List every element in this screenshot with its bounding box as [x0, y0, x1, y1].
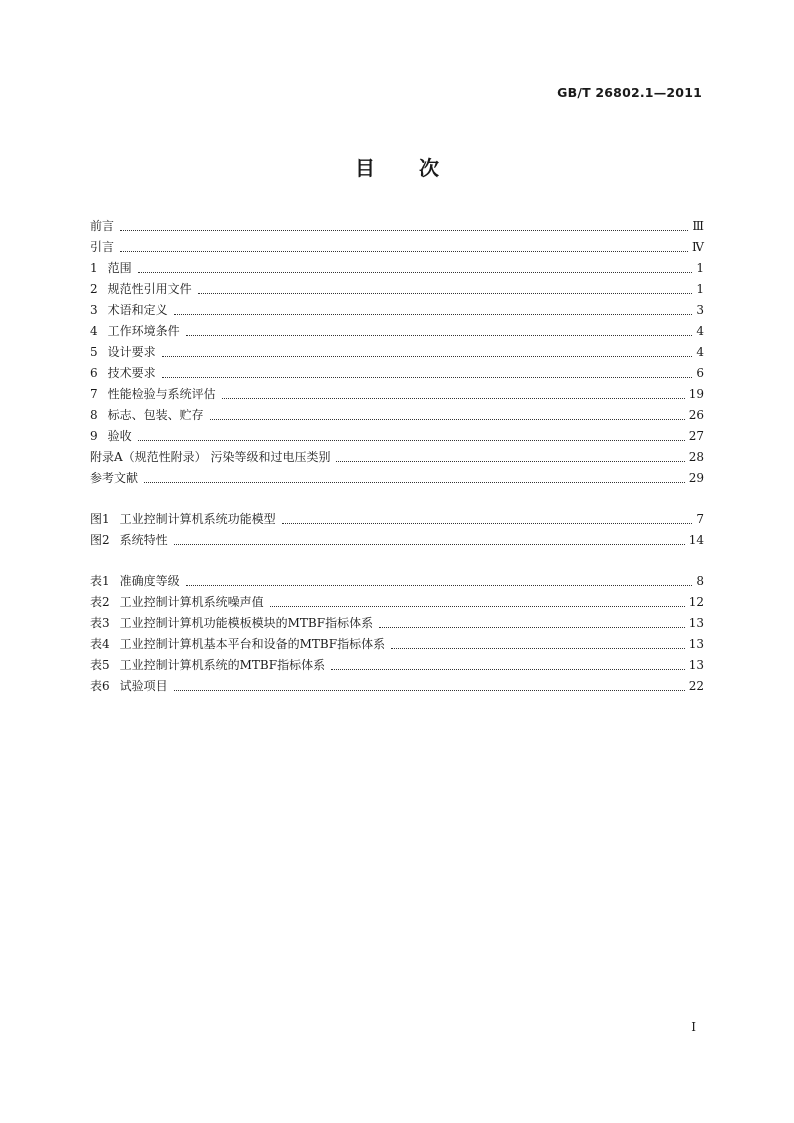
- toc-entry-number: 6: [90, 366, 98, 380]
- table-entry-title: 准确度等级: [119, 574, 180, 588]
- toc-entry-number: 5: [90, 345, 98, 359]
- toc-entry-title: 工作环境条件: [107, 324, 180, 338]
- toc-entry-title: 规范性引用文件: [107, 282, 192, 296]
- page-title: 目次: [355, 156, 483, 180]
- table-entry-number: 表4: [90, 637, 110, 651]
- table-entry-title: 工业控制计算机功能模板模块的MTBF指标体系: [119, 616, 374, 630]
- toc-entry-page: 28: [688, 450, 704, 464]
- toc-entry-page: 29: [688, 471, 704, 485]
- dot-leader: [379, 626, 685, 628]
- figure-entry[interactable]: [90, 530, 704, 551]
- table-entry-title: 工业控制计算机基本平台和设备的MTBF指标体系: [119, 637, 386, 651]
- dot-leader: [138, 439, 685, 441]
- dot-leader: [391, 647, 685, 649]
- toc-entry-number: 2: [90, 282, 98, 296]
- figure-entry[interactable]: [90, 509, 704, 530]
- toc-entry-title: 性能检验与系统评估: [107, 387, 216, 401]
- toc-entry-page: 1: [696, 261, 704, 275]
- toc-entry[interactable]: [90, 447, 704, 468]
- toc-entry-page: Ⅳ: [692, 240, 704, 254]
- toc-entry[interactable]: [90, 405, 704, 426]
- dot-leader: [198, 292, 693, 294]
- toc-entry-number: 1: [90, 261, 98, 275]
- dot-leader: [174, 313, 693, 315]
- table-entry-page: 22: [688, 679, 704, 693]
- toc-entry[interactable]: [90, 216, 704, 237]
- toc-entry-page: 4: [696, 324, 704, 338]
- toc-entry[interactable]: [90, 384, 704, 405]
- table-entry-number: 表2: [90, 595, 110, 609]
- toc-entry[interactable]: [90, 426, 704, 447]
- table-entry[interactable]: [90, 613, 704, 634]
- table-entry-number: 表1: [90, 574, 110, 588]
- toc-entry-title: 验收: [107, 429, 132, 443]
- table-entry-page: 8: [696, 574, 704, 588]
- toc-entry-number: 4: [90, 324, 98, 338]
- figure-entry-page: 14: [688, 533, 704, 547]
- table-entry-page: 12: [688, 595, 704, 609]
- table-entry[interactable]: [90, 655, 704, 676]
- toc-entry[interactable]: [90, 258, 704, 279]
- dot-leader: [282, 522, 693, 524]
- standard-code: GB/T 26802.1—2011: [557, 85, 702, 100]
- toc-entry-title: 设计要求: [107, 345, 156, 359]
- toc-entry-number: 8: [90, 408, 98, 422]
- toc-entry-title: 标志、包装、贮存: [107, 408, 204, 422]
- toc-entry-title: 范围: [107, 261, 132, 275]
- toc-entry-title: 术语和定义: [107, 303, 168, 317]
- toc-main-list: [90, 216, 704, 489]
- toc-entry[interactable]: [90, 363, 704, 384]
- toc-entry-title: 技术要求: [107, 366, 156, 380]
- toc-figure-list: [90, 509, 704, 551]
- toc-table-list: [90, 571, 704, 697]
- table-entry-number: 表6: [90, 679, 110, 693]
- table-entry-title: 试验项目: [119, 679, 168, 693]
- dot-leader: [210, 418, 685, 420]
- toc-entry-page: 6: [696, 366, 704, 380]
- figure-entry-number: 图2: [90, 533, 110, 547]
- toc-entry-page: 3: [696, 303, 704, 317]
- toc-entry-page: 19: [688, 387, 704, 401]
- table-entry[interactable]: [90, 592, 704, 613]
- table-entry[interactable]: [90, 676, 704, 697]
- toc-entry[interactable]: [90, 468, 704, 489]
- dot-leader: [144, 481, 685, 483]
- toc-entry-number: 7: [90, 387, 98, 401]
- table-entry-page: 13: [688, 616, 704, 630]
- toc-entry-title: 引言: [90, 240, 115, 254]
- toc-entry[interactable]: [90, 321, 704, 342]
- dot-leader: [270, 605, 685, 607]
- table-entry-page: 13: [688, 637, 704, 651]
- dot-leader: [162, 355, 693, 357]
- dot-leader: [120, 250, 688, 252]
- toc-entry-page: Ⅲ: [692, 219, 704, 233]
- table-entry[interactable]: [90, 571, 704, 592]
- toc-entry-page: 1: [696, 282, 704, 296]
- dot-leader: [186, 334, 693, 336]
- figure-entry-number: 图1: [90, 512, 110, 526]
- page-number: Ⅰ: [691, 1020, 696, 1034]
- table-entry-page: 13: [688, 658, 704, 672]
- table-entry-title: 工业控制计算机系统噪声值: [119, 595, 264, 609]
- table-entry-number: 表3: [90, 616, 110, 630]
- table-entry-number: 表5: [90, 658, 110, 672]
- toc-entry-title: 参考文献: [90, 471, 139, 485]
- toc-entry-title: 前言: [90, 219, 115, 233]
- dot-leader: [174, 543, 685, 545]
- table-entry-title: 工业控制计算机系统的MTBF指标体系: [119, 658, 326, 672]
- figure-entry-page: 7: [696, 512, 704, 526]
- toc-entry[interactable]: [90, 300, 704, 321]
- toc-entry[interactable]: [90, 342, 704, 363]
- dot-leader: [222, 397, 685, 399]
- toc-entry-page: 4: [696, 345, 704, 359]
- dot-leader: [120, 229, 688, 231]
- toc-entry-title: 附录A（规范性附录） 污染等级和过电压类别: [90, 450, 331, 464]
- toc-entry-number: 9: [90, 429, 98, 443]
- dot-leader: [186, 584, 693, 586]
- table-entry[interactable]: [90, 634, 704, 655]
- toc-entry-page: 26: [688, 408, 704, 422]
- toc-entry-number: 3: [90, 303, 98, 317]
- figure-entry-title: 系统特性: [119, 533, 168, 547]
- toc-entry[interactable]: [90, 237, 704, 258]
- dot-leader: [162, 376, 693, 378]
- toc-entry[interactable]: [90, 279, 704, 300]
- dot-leader: [138, 271, 693, 273]
- dot-leader: [331, 668, 685, 670]
- toc-entry-page: 27: [688, 429, 704, 443]
- figure-entry-title: 工业控制计算机系统功能模型: [119, 512, 276, 526]
- dot-leader: [174, 689, 685, 691]
- dot-leader: [336, 460, 684, 462]
